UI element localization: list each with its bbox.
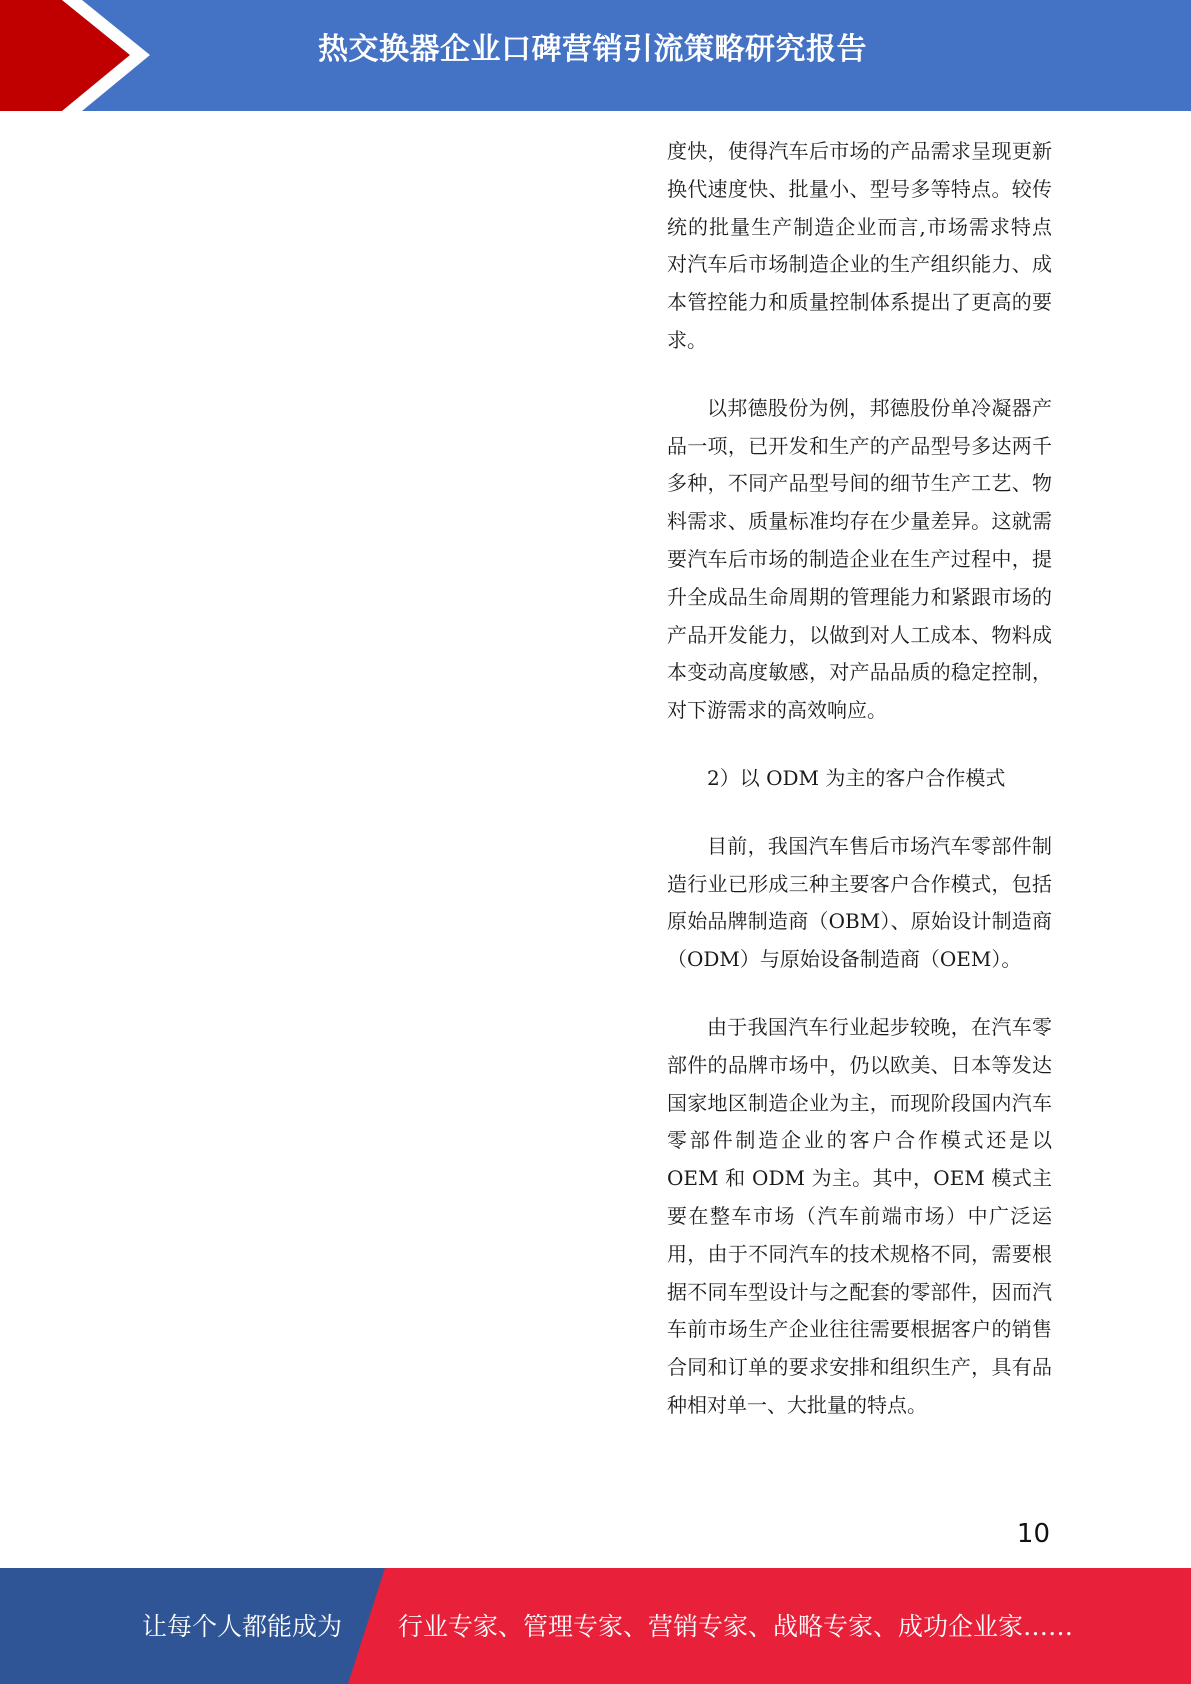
paragraph: 度快，使得汽车后市场的产品需求呈现更新换代速度快、批量小、型号多等特点。较传统的批量生产制造企业而言,市场需求特点对汽车后市场制造企业的生产组织能力、成本管控能力和质量控制体系提出了更高的要求。 [667,139,1052,352]
page-header [0,0,1191,111]
body-text [667,133,1052,1425]
footer-slogan-left: 让每个人都能成为 [142,1612,343,1641]
section-heading: 2）以 ODM 为主的客户合作模式 [707,765,1006,790]
paragraph: 以邦德股份为例，邦德股份单冷凝器产品一项，已开发和生产的产品型号多达两千多种，不同产品型号间的细节生产工艺、物料需求、质量标准均存在少量差异。这就需要汽车后市场的制造企业在生产过程中，提升全成品生命周期的管理能力和紧跟市场的产品开发能力，以做到对人工成本、物料成本变动高度敏感，对产品品质的稳定控制，对下游需求的高效响应。 [667,395,1052,723]
page-number: 10 [1016,1519,1050,1549]
report-title: 热交换器企业口碑营销引流策略研究报告 [318,32,867,67]
paragraph: 由于我国汽车行业起步较晚，在汽车零部件的品牌市场中，仍以欧美、日本等发达国家地区制造企业为主，而现阶段国内汽车零部件制造企业的客户合作模式还是以 OEM 和 ODM 为主。其中，OEM 模式主要在整车市场（汽车前端市场）中广泛运用，由于不同汽车的技术规格不同，需要根据不同车型设计与之配套的零部件，因而汽车前市场生产企业往往需要根据客户的销售合同和订单的要求安排和组织生产，具有品种相对单一、大批量的特点。 [667,1014,1052,1417]
page-footer [0,1568,1191,1684]
paragraph: 目前，我国汽车售后市场汽车零部件制造行业已形成三种主要客户合作模式，包括原始品牌制造商（OBM）、原始设计制造商（ODM）与原始设备制造商（OEM）。 [667,833,1052,972]
footer-slogan-right: 行业专家、管理专家、营销专家、战略专家、成功企业家…… [398,1612,1074,1641]
